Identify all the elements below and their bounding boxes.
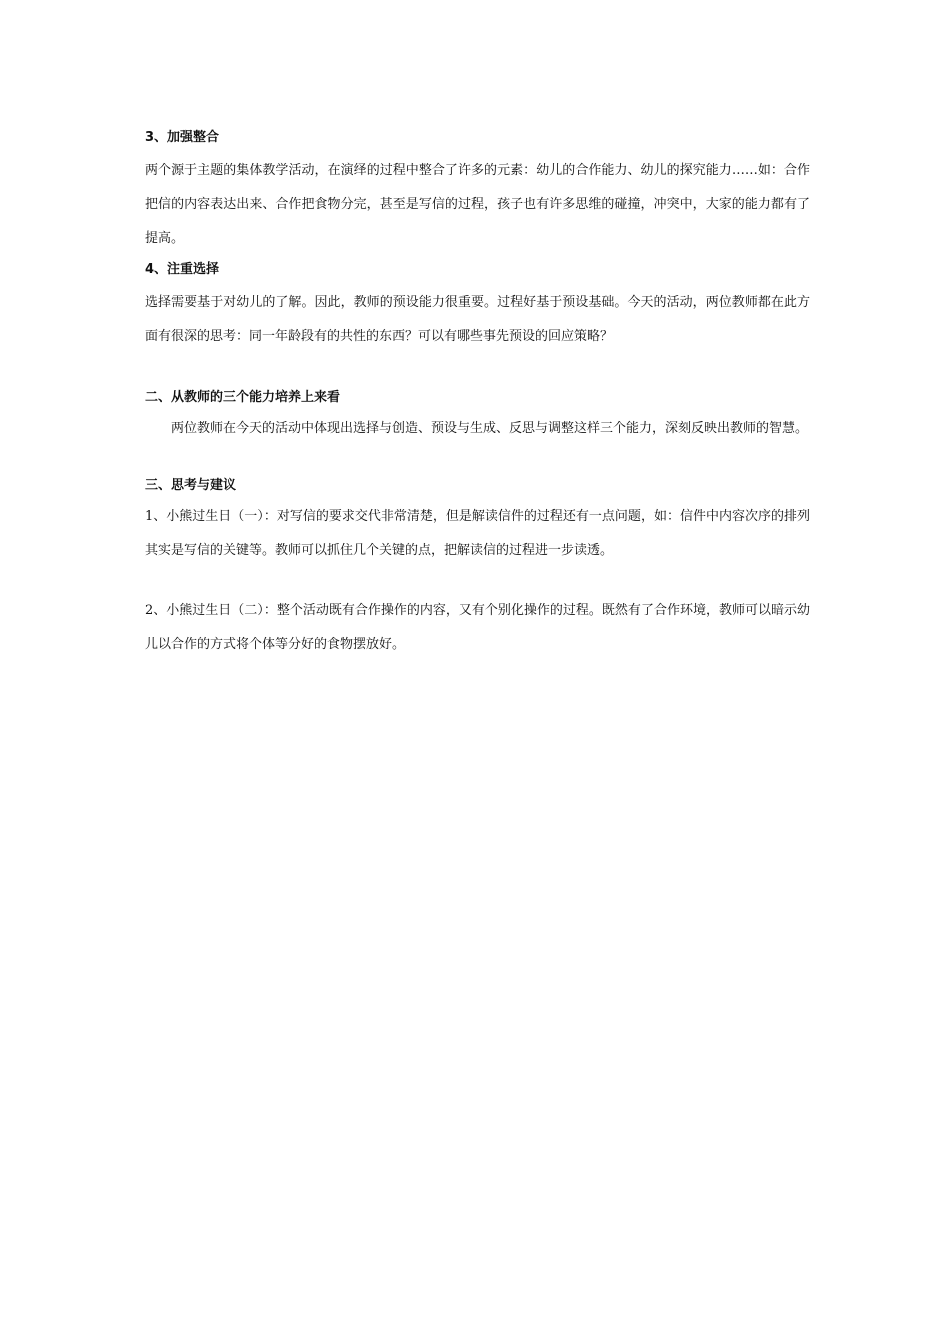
part-3-heading: 三、思考与建议 bbox=[145, 478, 237, 493]
section-4-paragraph: 选择需要基于对幼儿的了解。因此，教师的预设能力很重要。过程好基于预设基础。今天的活动，两位教师都在此方面有很深的思考：同一年龄段有的共性的东西？可以有哪些事先预设的回应策略？ bbox=[145, 295, 810, 344]
spacer bbox=[145, 446, 810, 472]
suggestion-1-paragraph: 1、小熊过生日（一）：对写信的要求交代非常清楚，但是解读信件的过程还有一点问题，如：信件中内容次序的排列其实是写信的关键等。教师可以抓住几个关键的点，把解读信的过程进一步读透。 bbox=[145, 509, 810, 558]
suggestion-2-paragraph: 2、小熊过生日（二）：整个活动既有合作操作的内容，又有个别化操作的过程。既然有了合作环境，教师可以暗示幼儿以合作的方式将个体等分好的食物摆放好。 bbox=[145, 603, 810, 652]
part-2-heading: 二、从教师的三个能力培养上来看 bbox=[145, 390, 341, 405]
spacer bbox=[145, 568, 810, 594]
spacer bbox=[145, 354, 810, 384]
section-4-heading: 4、注重选择 bbox=[145, 262, 220, 277]
part-2-paragraph: 两位教师在今天的活动中体现出选择与创造、预设与生成、反思与调整这样三个能力，深刻反映出教师的智慧。 bbox=[171, 421, 809, 436]
section-3-paragraph: 两个源于主题的集体教学活动，在演绎的过程中整合了许多的元素：幼儿的合作能力、幼儿的探究能力……如：合作把信的内容表达出来、合作把食物分完，甚至是写信的过程，孩子也有许多思维的碰撞，冲突中，大家的能力都有了提高。 bbox=[145, 163, 810, 246]
section-3-heading: 3、加强整合 bbox=[145, 130, 220, 145]
document-page bbox=[145, 122, 810, 662]
